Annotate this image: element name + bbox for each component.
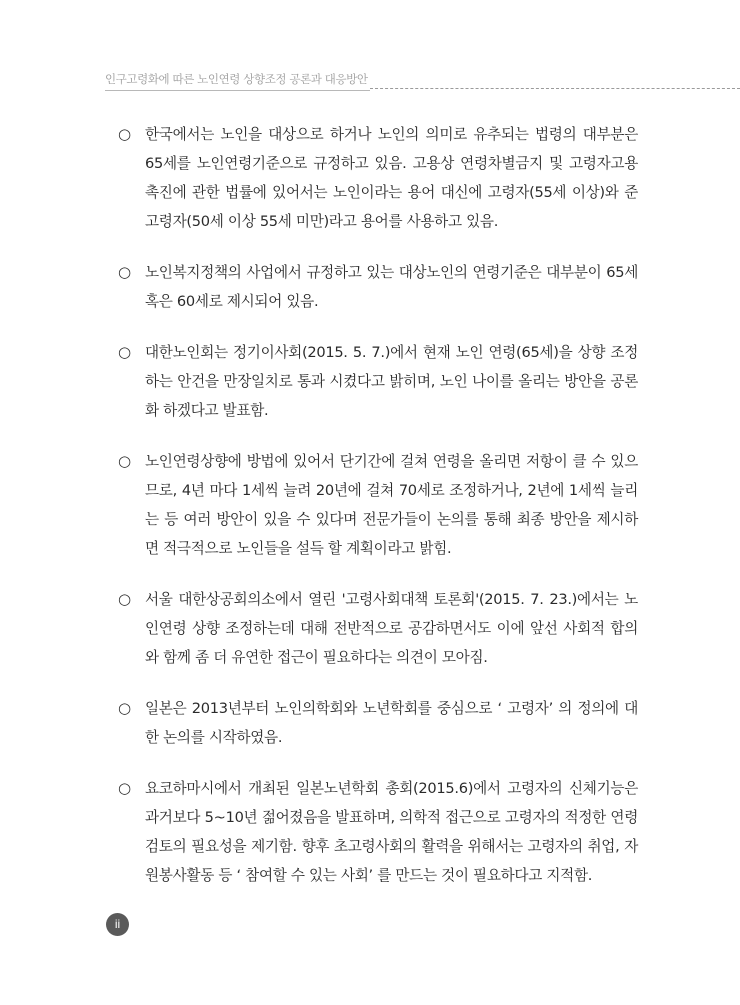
list-item-text: 노인연령상향에 방법에 있어서 단기간에 걸쳐 연령을 올리면 저항이 클 수 있으므로, 4년 마다 1세씩 늘려 20년에 걸쳐 70세로 조정하거나, 2년에 1세씩 늘리는 등 여러 방안이 있을 수 있다며 전문가들이 논의를 통해 최종 방안을 제시하면 적극적으로 노인들을 설득 할 계획이라고 밝힘. [145,453,638,557]
list-item-text: 서울 대한상공회의소에서 열린 '고령사회대책 토론회'(2015. 7. 23.)에서는 노인연령 상향 조정하는데 대해 전반적으로 공감하면서도 이에 앞선 사회적 합의와 함께 좀 더 유연한 접근이 필요하다는 의견이 모아짐. [145,591,638,666]
page-number-badge: ii [106,913,129,936]
list-item-text: 대한노인회는 정기이사회(2015. 5. 7.)에서 현재 노인 연령(65세)을 상향 조정하는 안건을 만장일치로 통과 시켰다고 밝히며, 노인 나이를 올리는 방안을 공론화 하겠다고 발표함. [145,344,638,419]
list-item [118,258,638,316]
list-item [118,694,638,752]
list-item [118,774,638,890]
list-item [118,120,638,236]
list-item-text: 한국에서는 노인을 대상으로 하거나 노인의 의미로 유추되는 법령의 대부분은 65세를 노인연령기준으로 규정하고 있음. 고용상 연령차별금지 및 고령자고용촉진에 관한 법률에 있어서는 노인이라는 용어 대신에 고령자(55세 이상)와 준고령자(50세 이상 55세 미만)라고 용어를 사용하고 있음. [145,126,638,230]
bullet-icon: ○ [118,125,131,143]
list-item-text: 일본은 2013년부터 노인의학회와 노년학회를 중심으로 ‘ 고령자’ 의 정의에 대한 논의를 시작하였음. [145,700,638,746]
list-item-text: 요코하마시에서 개최된 일본노년학회 총회(2015.6)에서 고령자의 신체기능은 과거보다 5~10년 젊어졌음을 발표하며, 의학적 접근으로 고령자의 적정한 연령 검토의 필요성을 제기함. 향후 초고령사회의 활력을 위해서는 고령자의 취업, 자원봉사활동 등 ‘ 참여할 수 있는 사회’ 를 만드는 것이 필요하다고 지적함. [145,780,638,884]
list-item [118,447,638,563]
list-item [118,338,638,425]
bullet-icon: ○ [118,699,131,717]
running-header-title: 인구고령화에 따른 노인연령 상향조정 공론과 대응방안 [105,72,368,86]
running-header [105,71,740,95]
bullet-icon: ○ [118,779,131,797]
bullet-icon: ○ [118,590,131,608]
list-item-text: 노인복지정책의 사업에서 규정하고 있는 대상노인의 연령기준은 대부분이 65세 혹은 60세로 제시되어 있음. [145,264,638,310]
header-dashed-rule [370,88,740,89]
bullet-icon: ○ [118,452,131,470]
bullet-icon: ○ [118,263,131,281]
header-rule [105,90,370,91]
bullet-icon: ○ [118,343,131,361]
list-item [118,585,638,672]
document-body [118,120,638,912]
